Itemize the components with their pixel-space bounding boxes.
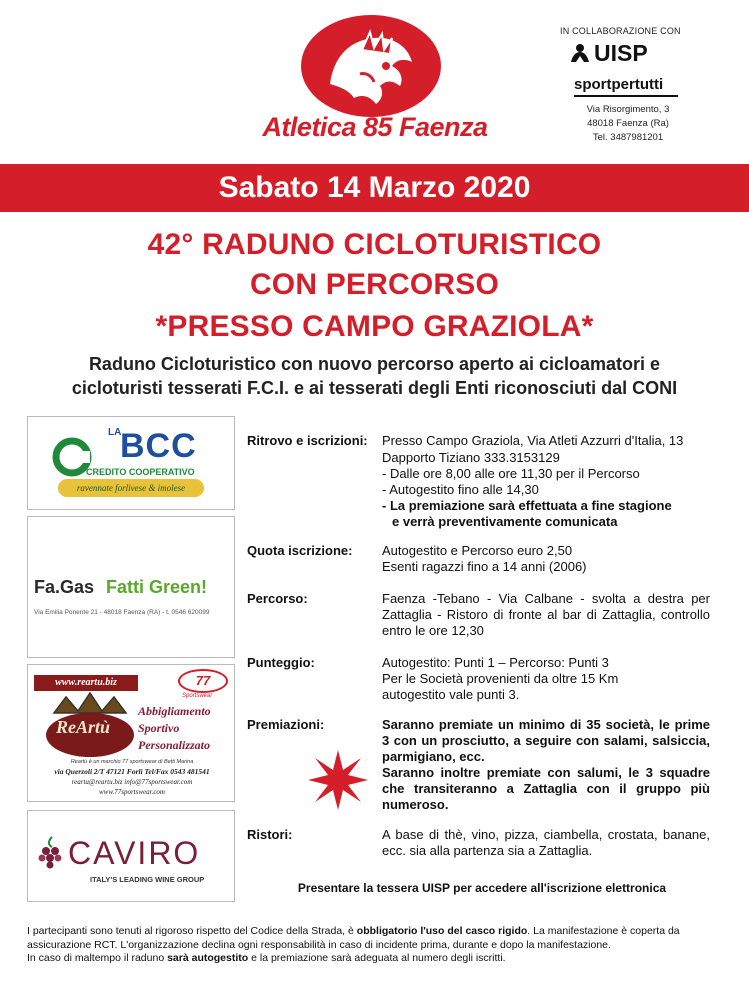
club-logo-icon (300, 14, 442, 118)
ritrovo-line4: - Autogestito fino alle 14,30 (382, 482, 539, 497)
ritrovo-line6: e verrà preventivamente comunicata (392, 514, 618, 529)
reartu-badge-sub: Sportswear (182, 693, 213, 699)
collaboration-label: IN COLLABORAZIONE CON (560, 26, 681, 36)
sponsor-reartu (27, 664, 235, 802)
subtitle-line2: cicloturisti tesserati F.C.I. e ai tesserati degli Enti riconosciuti dal CONI (71, 378, 678, 398)
quota-line1: Autogestito e Percorso euro 2,50 (382, 543, 573, 558)
premiazioni-text2: Saranno inoltre premiate con salumi, le 3 squadre che transiteranno a Zattaglia con il gruppo più numeroso. (382, 765, 710, 812)
quota-line2: Esenti ragazzi fino a 14 anni (2006) (382, 559, 587, 574)
footer-disclaimer (27, 925, 719, 966)
caviro-tagline: ITALY'S LEADING WINE GROUP (90, 875, 205, 884)
percorso-label: Percorso: (247, 591, 308, 606)
premiazioni-label: Premiazioni: (247, 717, 325, 732)
star-icon (306, 748, 370, 812)
footer-p1-text2: . La manifestazione è coperta da assicurazione RCT. L'organizzazione declina ogni responsabilità in caso di incidente prima, durante e dopo la manifestazione. (27, 925, 680, 951)
reartu-web: www.77sportswear.com (99, 788, 165, 796)
sponsor-bcc (27, 416, 235, 510)
address-phone: Tel. 3487981201 (592, 132, 664, 143)
bcc-name: BCC (120, 427, 197, 465)
ristori-label: Ristori: (247, 827, 293, 842)
premiazioni-text1: Saranno premiate un minimo di 35 società, le prime 3 con un prosciutto, a seguire con salami, salsiccia, parmigiano, ecc. (382, 717, 710, 764)
organizer-address (574, 103, 682, 145)
footer-paragraph-2 (27, 952, 719, 966)
quota-label: Quota iscrizione: (247, 543, 353, 558)
punteggio-line3: autogestito vale punti 3. (382, 687, 520, 702)
reartu-small: Reartù è un marchio 77 sportswear di Betti Marina (70, 759, 194, 765)
reartu-slogan2: Sportivo (138, 721, 180, 735)
reartu-brand: ReArtù (56, 717, 111, 737)
event-title-line3: *PRESSO CAMPO GRAZIOLA* (155, 310, 594, 343)
ristori-text: A base di thè, vino, pizza, ciambella, crostata, banane, ecc. sia alla partenza sia a Zattaglia. (382, 827, 710, 858)
uisp-logo-icon (569, 42, 591, 64)
punteggio-line1: Autogestito: Punti 1 – Percorso: Punti 3 (382, 655, 609, 670)
ritrovo-label: Ritrovo e iscrizioni: (247, 433, 368, 448)
reartu-slogan1: Abbigliamento (138, 704, 211, 718)
uisp-tagline: sportpertutti (574, 76, 664, 93)
ritrovo-line3: - Dalle ore 8,00 alle ore 11,30 per il Percorso (382, 466, 640, 481)
reartu-slogan3: Personalizzato (138, 738, 211, 752)
reartu-badge: 77 (178, 669, 228, 693)
footer-p2-bold: sarà autogestito (167, 952, 249, 964)
bcc-la: LA (108, 427, 122, 438)
subtitle-line1: Raduno Cicloturistico con nuovo percorso aperto ai cicloamatori e (88, 354, 661, 374)
footer-p2-text: In caso di maltempo il raduno (27, 952, 168, 964)
sponsor-caviro (27, 810, 235, 902)
reartu-addr: via Querzoli 2/T 47121 Forlì Tel/Fax 0543 481541 (54, 767, 210, 776)
footer-p1-text: I partecipanti sono tenuti al rigoroso rispetto del Codice della Strada, è (27, 925, 357, 937)
address-city: 48018 Faenza (Ra) (587, 118, 669, 129)
footer-paragraph-1 (27, 925, 719, 952)
sponsor-fagas (27, 516, 235, 658)
reartu-url: www.reartu.biz (34, 675, 138, 691)
event-title-line1: 42° RADUNO CICLOTURISTICO (147, 228, 602, 261)
bcc-line1: CREDITO COOPERATIVO (86, 467, 195, 477)
punteggio-line2: Per le Società provenienti da oltre 15 Km (382, 671, 619, 686)
ritrovo-line2: Dapporto Tiziano 333.3153129 (382, 450, 560, 465)
address-street: Via Risorgimento, 3 (586, 104, 670, 115)
footer-p1-bold: obbligatorio l'uso del casco rigido (356, 925, 528, 937)
ritrovo-line5: - La premiazione sarà effettuata a fine stagione (382, 498, 672, 513)
caviro-name: CAVIRO (68, 835, 201, 871)
event-subtitle (0, 352, 749, 400)
bcc-line2: ravennate forlivese & imolese (58, 479, 204, 497)
reartu-email: reartu@reartu.biz info@77sportswear.com (71, 778, 193, 786)
ritrovo-line1: Presso Campo Graziola, Via Atleti Azzurri d'Italia, 13 (382, 433, 684, 448)
uisp-divider (574, 95, 678, 97)
event-title-line2: CON PERCORSO (249, 268, 500, 301)
reartu-slogan (138, 703, 211, 754)
punteggio-label: Punteggio: (247, 655, 315, 670)
fagas-slogan: Fatti Green! (106, 577, 208, 597)
footer-p2-text2: e la premiazione sarà adeguata al numero degli iscritti. (248, 952, 506, 964)
fagas-name: Fa.Gas (34, 577, 95, 597)
caviro-grape-icon (36, 835, 66, 871)
tessera-note: Presentare la tessera UISP per accedere all'iscrizione elettronica (297, 881, 667, 895)
percorso-text: Faenza -Tebano - Via Calbane - svolta a destra per Zattaglia - Ristoro di fronte al bar di Zattaglia, controllo entro le ore 12,30 (382, 591, 710, 638)
club-name: Atletica 85 Faenza (262, 112, 488, 142)
event-date-banner: Sabato 14 Marzo 2020 (0, 164, 749, 212)
fagas-address: Via Emilia Ponente 21 - 48018 Faenza (RA) - t. 0546 620099 (34, 609, 210, 616)
uisp-name: UISP (594, 40, 648, 66)
